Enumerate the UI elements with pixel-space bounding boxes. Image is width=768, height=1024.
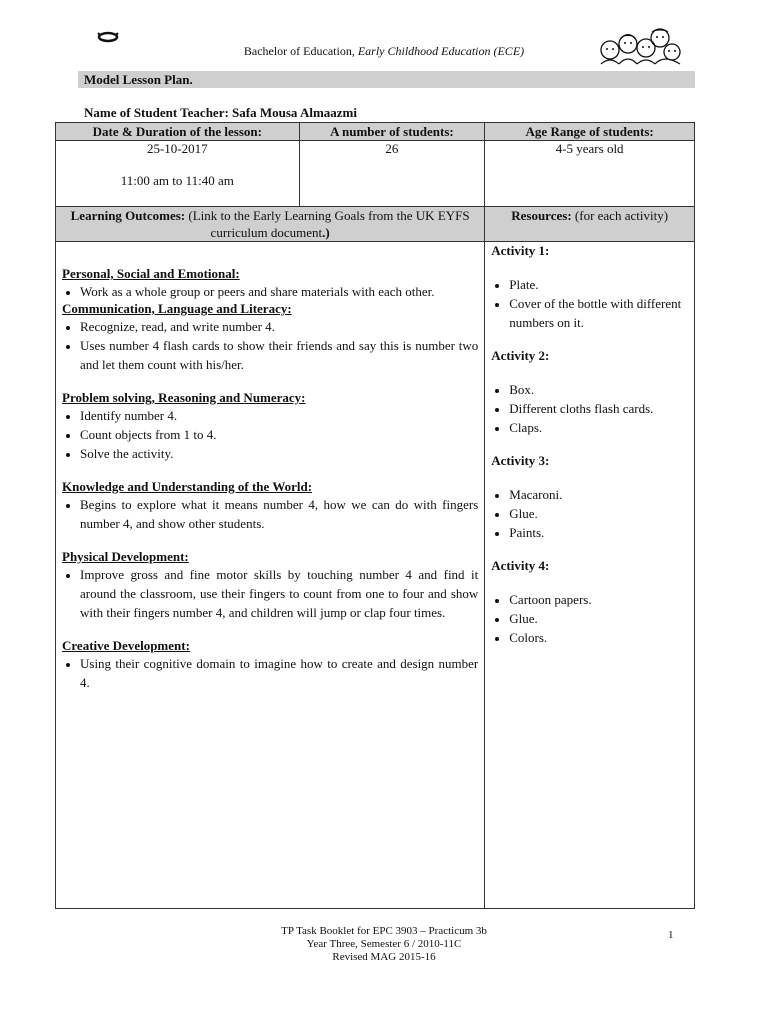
page-footer <box>0 925 768 964</box>
section-communication: Communication, Language and Literacy: <box>62 301 292 316</box>
children-illustration <box>598 26 682 66</box>
list-item: • Box. <box>509 380 688 399</box>
list-item: • Glue. <box>509 504 688 523</box>
activity-3-list <box>491 485 688 542</box>
section-physical-development: Physical Development: <box>62 549 189 564</box>
list-item: • Begins to explore what it means number 4, how we can do with fingers number 4, and show other students. <box>80 495 478 533</box>
creative-development-list <box>62 654 478 692</box>
lesson-plan-table <box>55 122 695 909</box>
activity-2-heading: Activity 2: <box>491 348 550 363</box>
list-item: • Identify number 4. <box>80 406 478 425</box>
footer-revision: Revised MAG 2015-16 <box>332 951 436 963</box>
students-count-cell: 26 <box>299 141 485 207</box>
resources-header: Resources: (for each activity) <box>485 207 695 242</box>
list-item: • Count objects from 1 to 4. <box>80 425 478 444</box>
lesson-time: 11:00 am to 11:40 am <box>120 173 234 188</box>
footer-semester: Year Three, Semester 6 / 2010-11C <box>306 938 462 950</box>
list-item: • Cover of the bottle with different numbers on it. <box>509 294 688 332</box>
activity-3-heading: Activity 3: <box>491 453 550 468</box>
list-item: • Paints. <box>509 523 688 542</box>
list-item: • Work as a whole group or peers and share materials with each other. <box>80 282 478 301</box>
age-range-header: Age Range of students: <box>485 123 695 141</box>
date-duration-cell <box>56 141 300 207</box>
student-teacher-name: Name of Student Teacher: Safa Mousa Almaazmi <box>84 105 357 120</box>
personal-social-list <box>62 282 478 301</box>
activity-2-list <box>491 380 688 437</box>
info-header-row <box>56 123 695 141</box>
age-range-cell: 4-5 years old <box>485 141 695 207</box>
list-item: • Macaroni. <box>509 485 688 504</box>
program-title: Bachelor of Education, Early Childhood Education (ECE) <box>243 44 525 58</box>
content-row <box>56 242 695 909</box>
resources-cell <box>485 242 695 909</box>
students-count-header: A number of students: <box>299 123 485 141</box>
model-lesson-plan-heading: Model Lesson Plan. <box>78 71 695 88</box>
communication-list <box>62 317 478 374</box>
info-value-row <box>56 141 695 207</box>
knowledge-world-list <box>62 495 478 533</box>
section-creative-development: Creative Development: <box>62 638 190 653</box>
list-item: • Colors. <box>509 628 688 647</box>
outcomes-header-row <box>56 207 695 242</box>
activity-1-heading: Activity 1: <box>491 243 550 258</box>
list-item: • Recognize, read, and write number 4. <box>80 317 478 336</box>
list-item: • Improve gross and fine motor skills by touching number 4 and find it around the classroom, use their fingers to count from one to four and show with their fingers number 4, and children will jump or clap four times. <box>80 565 478 622</box>
date-duration-header: Date & Duration of the lesson: <box>56 123 300 141</box>
footer-booklet: TP Task Booklet for EPC 3903 – Practicum 3b <box>281 925 487 937</box>
learning-outcomes-header: Learning Outcomes: (Link to the Early Learning Goals from the UK EYFS curriculum document.) <box>56 207 485 242</box>
learning-outcomes-cell <box>56 242 485 909</box>
list-item: • Using their cognitive domain to imagine how to create and design number 4. <box>80 654 478 692</box>
section-problem-solving: Problem solving, Reasoning and Numeracy: <box>62 390 306 405</box>
page-number: 1 <box>668 929 674 941</box>
activity-1-list <box>491 275 688 332</box>
list-item: • Different cloths flash cards. <box>509 399 688 418</box>
section-knowledge-world: Knowledge and Understanding of the World: <box>62 479 313 494</box>
list-item: • Plate. <box>509 275 688 294</box>
list-item: • Claps. <box>509 418 688 437</box>
list-item: • Solve the activity. <box>80 444 478 463</box>
activity-4-list <box>491 590 688 647</box>
college-logo <box>96 30 120 44</box>
lesson-date: 25-10-2017 <box>146 141 208 156</box>
list-item: • Uses number 4 flash cards to show their friends and say this is number two and let them count with his/her. <box>80 336 478 374</box>
list-item: • Cartoon papers. <box>509 590 688 609</box>
activity-4-heading: Activity 4: <box>491 558 550 573</box>
problem-solving-list <box>62 406 478 463</box>
physical-development-list <box>62 565 478 622</box>
list-item: • Glue. <box>509 609 688 628</box>
section-personal-social: Personal, Social and Emotional: <box>62 266 240 281</box>
